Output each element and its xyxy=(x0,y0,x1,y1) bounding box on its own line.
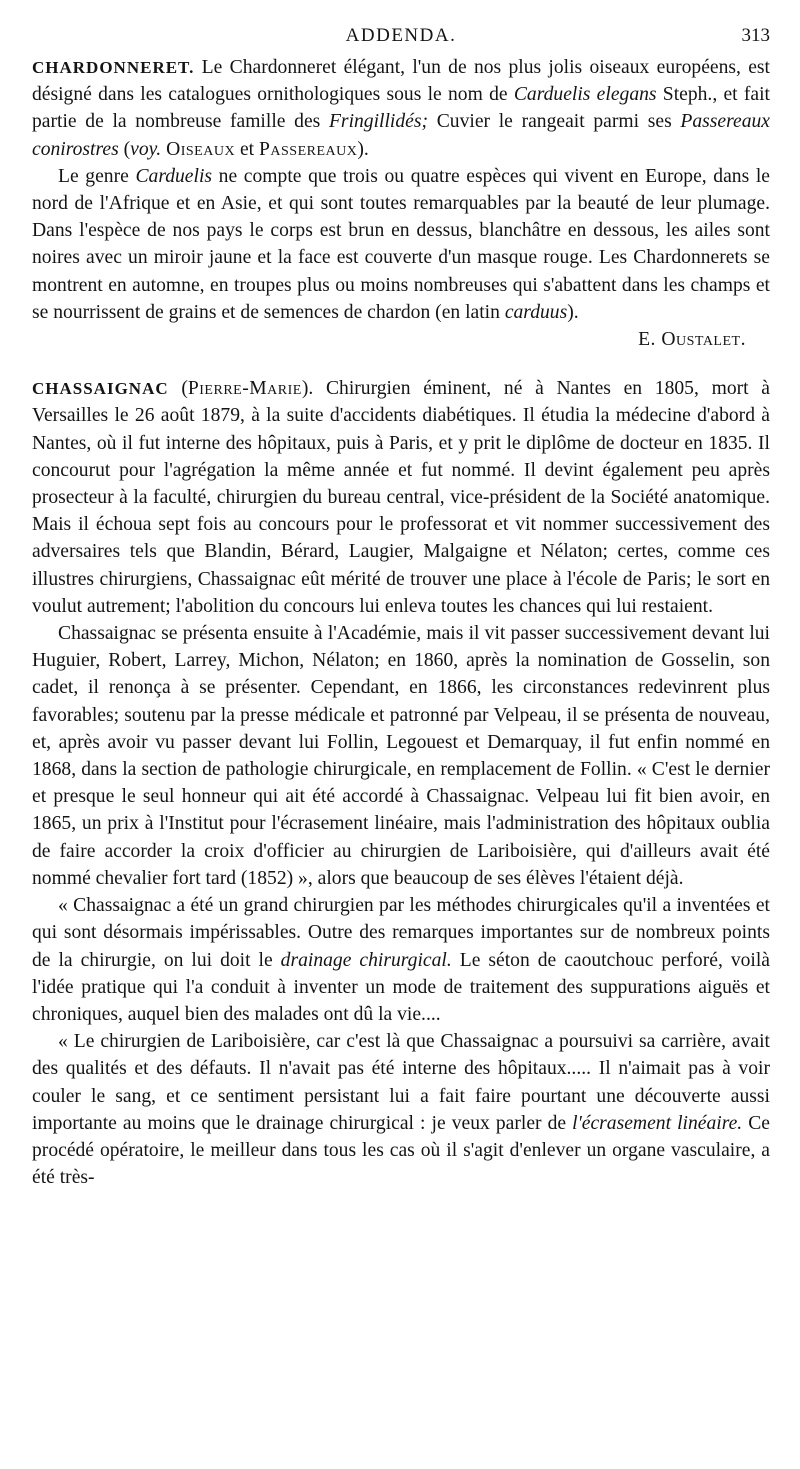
document-page xyxy=(32,22,770,1191)
headword-chardonneret: CHARDONNERET. xyxy=(32,58,195,77)
author-signature: E. Oustalet. xyxy=(638,329,746,351)
headword-chassaignac: CHASSAIGNAC xyxy=(32,379,169,399)
entry-chardonneret-paragraph-1: CHARDONNERET. Le Chardonneret élégant, l'un de nos plus jolis oiseaux européens, est désigné dans les catalogues ornithologiques sous le nom de Carduelis elegans Steph., et fait partie de la nombreuse famille des Fringillidés; Cuvier le rangeait parmi ses Passereaux conirostres (voy. Oiseaux et Passereaux). xyxy=(32,57,770,160)
running-header xyxy=(32,22,770,48)
given-names: Pierre-Marie xyxy=(187,378,302,400)
entry-chassaignac-paragraph-3: « Chassaignac a été un grand chirurgien par les méthodes chirurgicales qu'il a inventées et qui sont désormais impérissables. Outre des remarques importantes sur de nombreux points de la chirurgie, on lui doit le drainage chirurgical. Le séton de caoutchouc perforé, voilà l'idée pratique qui l'a conduit à inventer un mode de traitement des suppurations aiguës et chroniques, auquel bien des malades ont dû la vie.... xyxy=(32,895,771,1025)
cross-reference: Passereaux xyxy=(259,138,358,160)
page-number: 313 xyxy=(741,25,770,46)
running-title: ADDENDA. xyxy=(345,25,457,46)
entry-chassaignac-paragraph-2: Chassaignac se présenta ensuite à l'Académie, mais il vit passer successivement devant lui Huguier, Robert, Larrey, Michon, Nélaton; en 1860, après la nomination de Gosselin, son cadet, il renonça à se présenter. Cependant, en 1866, les circonstances redevinrent plus favorables; soutenu par la presse médicale et patronné par Velpeau, il se présenta de nouveau, et, après avoir vu passer devant lui Follin, Legouest et Demarquay, il fut enfin nommé en 1868, dans la section de pathologie chirurgicale, en remplacement de Follin. « C'est le dernier et presque le seul honneur qui ait été accordé à Chassaignac. Velpeau lui fit bien avoir, en 1865, un prix à l'Institut pour l'écrasement linéaire, mais l'administration des hôpitaux oublia de faire accorder la croix d'officier au chirurgien de Lariboisière, qui d'ailleurs avait été nommé chevalier fort tard (1852) », alors que beaucoup de ses élèves l'étaient déjà. xyxy=(32,623,770,889)
cross-reference: Oiseaux xyxy=(166,138,236,160)
entry-chassaignac-paragraph-1: CHASSAIGNAC (Pierre-Marie). Chirurgien éminent, né à Nantes en 1805, mort à Versailles le 26 août 1879, à la suite d'accidents diabétiques. Il étudia la médecine d'abord à Nantes, où il fut interne des hôpitaux, puis à Paris, et y prit le diplôme de docteur en 1835. Il concourut pour l'agrégation la même année et fut nommé. Il devint également peu après prosecteur à la faculté, chirurgien du bureau central, vice-président de la Société anatomique. Mais il échoua sept fois au concours pour le professorat et vit nommer successivement des adversaires tels que Blandin, Bérard, Laugier, Malgaigne et Nélaton; certes, comme ces illustres chirurgiens, Chassaignac eût mérité de trouver une place à l'école de Paris; le sort en voulut autrement; l'abolition du concours lui enleva toutes les chances qui lui restaient. xyxy=(32,378,770,617)
entry-chassaignac-paragraph-4: « Le chirurgien de Lariboisière, car c'est là que Chassaignac a poursuivi sa carrière, avait des qualités et des défauts. Il n'avait pas été interne des hôpitaux..... Il n'aimait pas à voir couler le sang, et ce sentiment persistant lui a fait faire pourtant une découverte aussi importante au moins que le drainage chirurgical : je veux parler de l'écrasement linéaire. Ce procédé opératoire, le meilleur dans tous les cas où il s'agit d'enlever un organe vasculaire, a été très- xyxy=(32,1031,771,1189)
entry-chardonneret-paragraph-2: Le genre Carduelis ne compte que trois ou quatre espèces qui vivent en Europe, dans le nord de l'Afrique et en Asie, et qui sont toutes remarquables par la beauté de leur plumage. Dans l'espèce de nos pays le corps est brun en dessus, blanchâtre en dessous, les ailes sont noires avec un miroir jaune et la face est couverte d'un masque rouge. Les Chardonnerets se montrent en automne, en troupes plus ou moins nombreuses qui s'abattent dans les champs et se nourrissent de grains et de semences de chardon (en latin carduus). xyxy=(32,165,770,323)
